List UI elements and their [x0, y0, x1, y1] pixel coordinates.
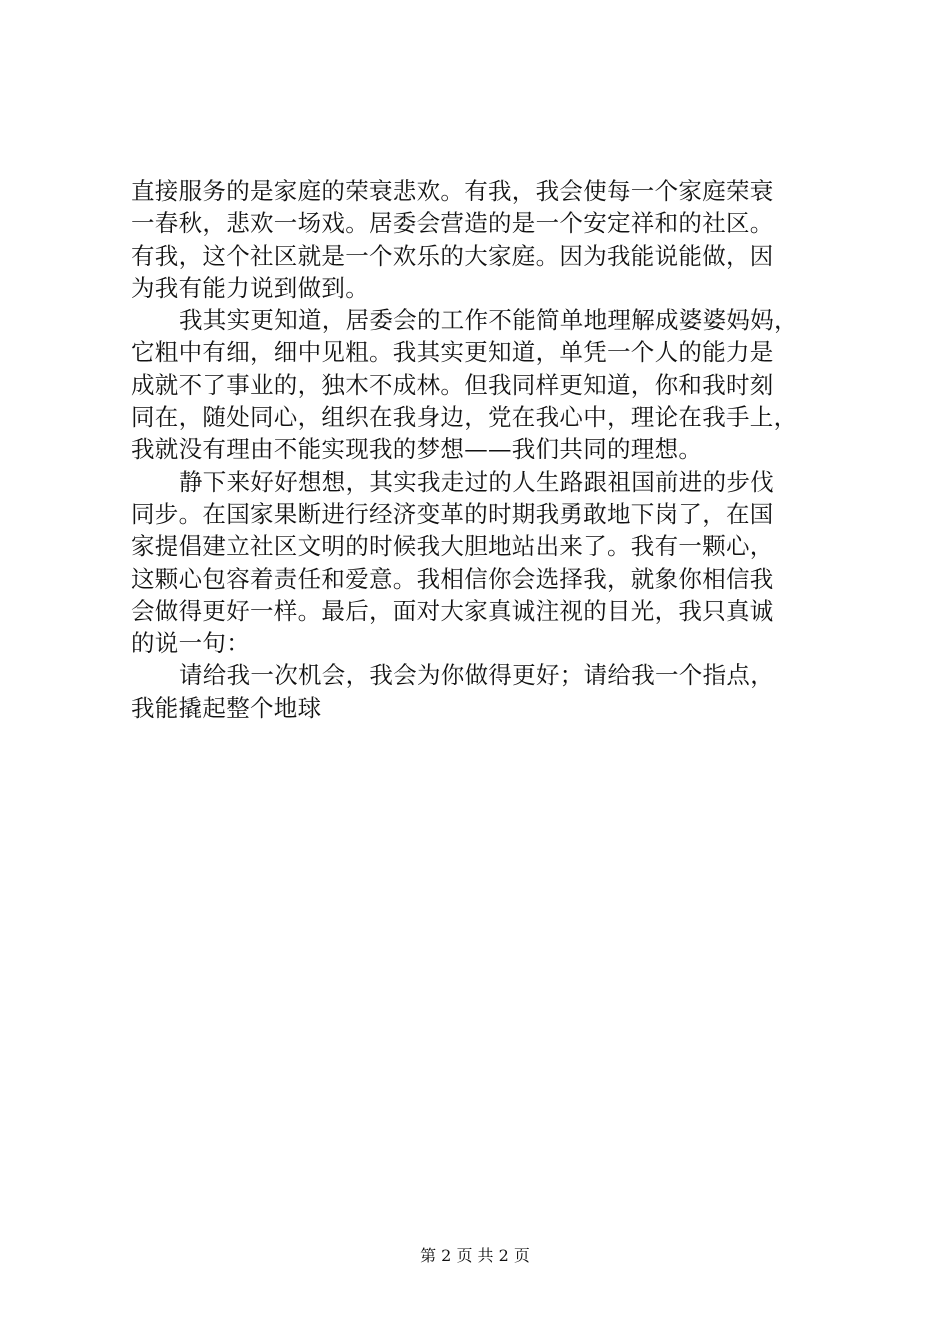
text-line: 同步。在国家果断进行经济变革的时期我勇敢地下岗了，在国	[131, 499, 774, 528]
text-line: 的说一句：	[131, 629, 250, 658]
paragraph-first-line: 静下来好好想想，其实我走过的人生路跟祖国前进的步伐	[179, 467, 774, 496]
paragraph-first-line: 请给我一次机会，我会为你做得更好；请给我一个指点，	[179, 661, 774, 690]
text-line: 家提倡建立社区文明的时候我大胆地站出来了。我有一颗心，	[131, 532, 774, 561]
text-line: 一春秋，悲欢一场戏。居委会营造的是一个安定祥和的社区。	[131, 209, 774, 238]
text-line: 我能撬起整个地球	[131, 693, 322, 722]
document-body	[131, 175, 841, 724]
text-line: 成就不了事业的，独木不成林。但我同样更知道，你和我时刻	[131, 370, 774, 399]
text-line: 这颗心包容着责任和爱意。我相信你会选择我，就象你相信我	[131, 564, 774, 593]
text-line: 同在，随处同心，组织在我身边，党在我心中，理论在我手上，	[131, 403, 798, 432]
paragraph-first-line: 我其实更知道，居委会的工作不能简单地理解成婆婆妈妈，	[179, 306, 798, 335]
text-line: 为我有能力说到做到。	[131, 273, 369, 302]
text-line: 直接服务的是家庭的荣衰悲欢。有我，我会使每一个家庭荣衰	[131, 177, 774, 205]
text-line: 我就没有理由不能实现我的梦想——我们共同的理想。	[131, 435, 703, 464]
page-footer: 第 2 页 共 2 页	[420, 1246, 530, 1265]
text-line: 它粗中有细，细中见粗。我其实更知道，单凭一个人的能力是	[131, 338, 774, 367]
text-line: 会做得更好一样。最后，面对大家真诚注视的目光，我只真诚	[131, 596, 774, 625]
text-line: 有我，这个社区就是一个欢乐的大家庭。因为我能说能做，因	[131, 241, 774, 270]
